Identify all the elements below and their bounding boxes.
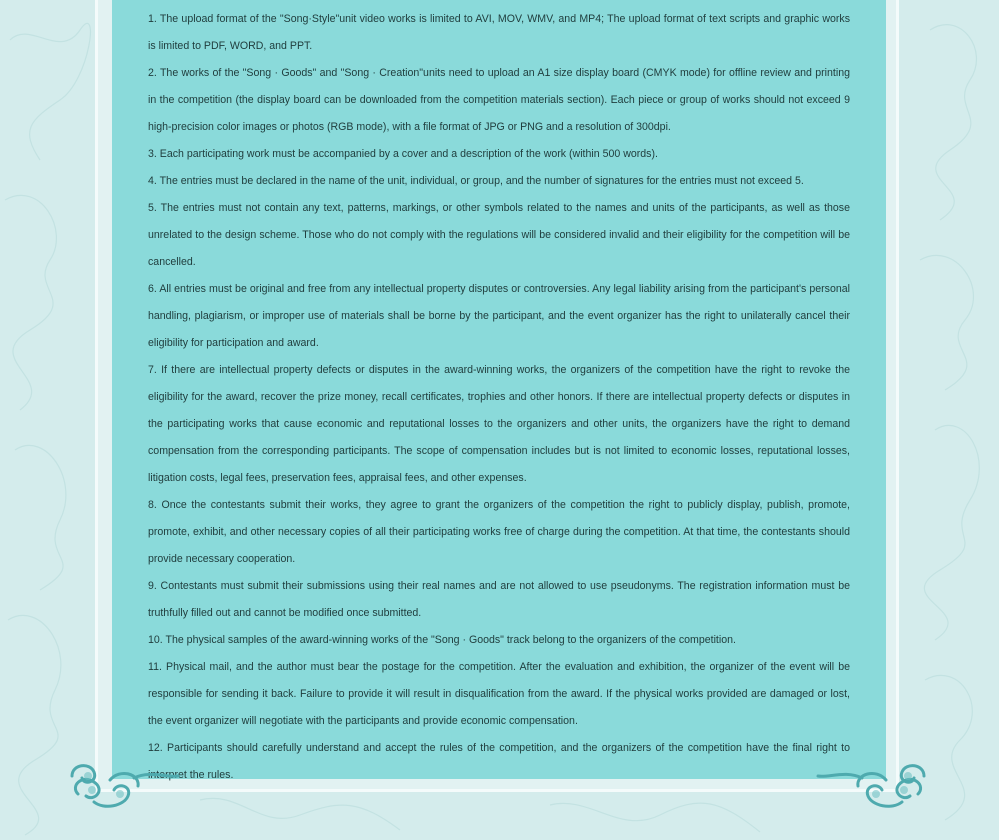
- rule-item: 7. If there are intellectual property defects or disputes in the award-winning works, the organizers of the competition have the right to revoke the eligibility for the award, recover the prize money, recall certificates, trophies and other honors. If there are intellectual property defects or disputes in the participating works that cause economic and reputational losses to the organizers and other units, the organizers have the right to demand compensation from the corresponding participants. The scope of compensation includes but is not limited to economic losses, reputational losses, litigation costs, legal fees, preservation fees, appraisal fees, and other expenses.: [148, 364, 850, 484]
- rule-item: 9. Contestants must submit their submissions using their real names and are not allowed to use pseudonyms. The registration information must be truthfully filled out and cannot be modified once submitted.: [148, 580, 850, 619]
- rules-panel: [112, 0, 886, 779]
- rule-item: 4. The entries must be declared in the name of the unit, individual, or group, and the number of signatures for the entries must not exceed 5.: [148, 175, 804, 187]
- rule-item: 11. Physical mail, and the author must bear the postage for the competition. After the evaluation and exhibition, the organizer of the event will be responsible for sending it back. Failure to provide it will result in disqualification from the award. If the physical works provided are damaged or lost, the event organizer will negotiate with the participants and provide economic compensation.: [148, 661, 850, 727]
- rule-item: 10. The physical samples of the award-winning works of the "Song · Goods" track belong to the organizers of the competition.: [148, 634, 736, 646]
- auspicious-cloud-icon: [812, 756, 932, 812]
- rules-list: [148, 6, 850, 789]
- rule-item: 8. Once the contestants submit their works, they agree to grant the organizers of the competition the right to publicly display, publish, promote, promote, exhibit, and other necessary copies of all their participating works free of charge during the competition. At that time, the contestants should provide necessary cooperation.: [148, 499, 850, 565]
- rule-item: 12. Participants should carefully understand and accept the rules of the competition, and the organizers of the competition have the final right to interpret the rules.: [148, 742, 850, 781]
- rule-item: 2. The works of the "Song · Goods" and "Song · Creation"units need to upload an A1 size display board (CMYK mode) for offline review and printing in the competition (the display board can be downloaded from the competition materials section). Each piece or group of works should not exceed 9 high-precision color images or photos (RGB mode), with a file format of JPG or PNG and a resolution of 300dpi.: [148, 67, 850, 133]
- rule-item: 5. The entries must not contain any text, patterns, markings, or other symbols related to the names and units of the participants, as well as those unrelated to the design scheme. Those who do not comply with the regulations will be considered invalid and their eligibility for the competition will be cancelled.: [148, 202, 850, 268]
- auspicious-cloud-icon: [64, 756, 184, 812]
- rule-item: 6. All entries must be original and free from any intellectual property disputes or controversies. Any legal liability arising from the participant's personal handling, plagiarism, or improper use of materials shall be borne by the participant, and the event organizer has the right to unilaterally cancel their eligibility for participation and award.: [148, 283, 850, 349]
- rule-item: 1. The upload format of the "Song·Style"unit video works is limited to AVI, MOV, WMV, and MP4; The upload format of text scripts and graphic works is limited to PDF, WORD, and PPT.: [148, 13, 850, 52]
- rule-item: 3. Each participating work must be accompanied by a cover and a description of the work (within 500 words).: [148, 148, 658, 160]
